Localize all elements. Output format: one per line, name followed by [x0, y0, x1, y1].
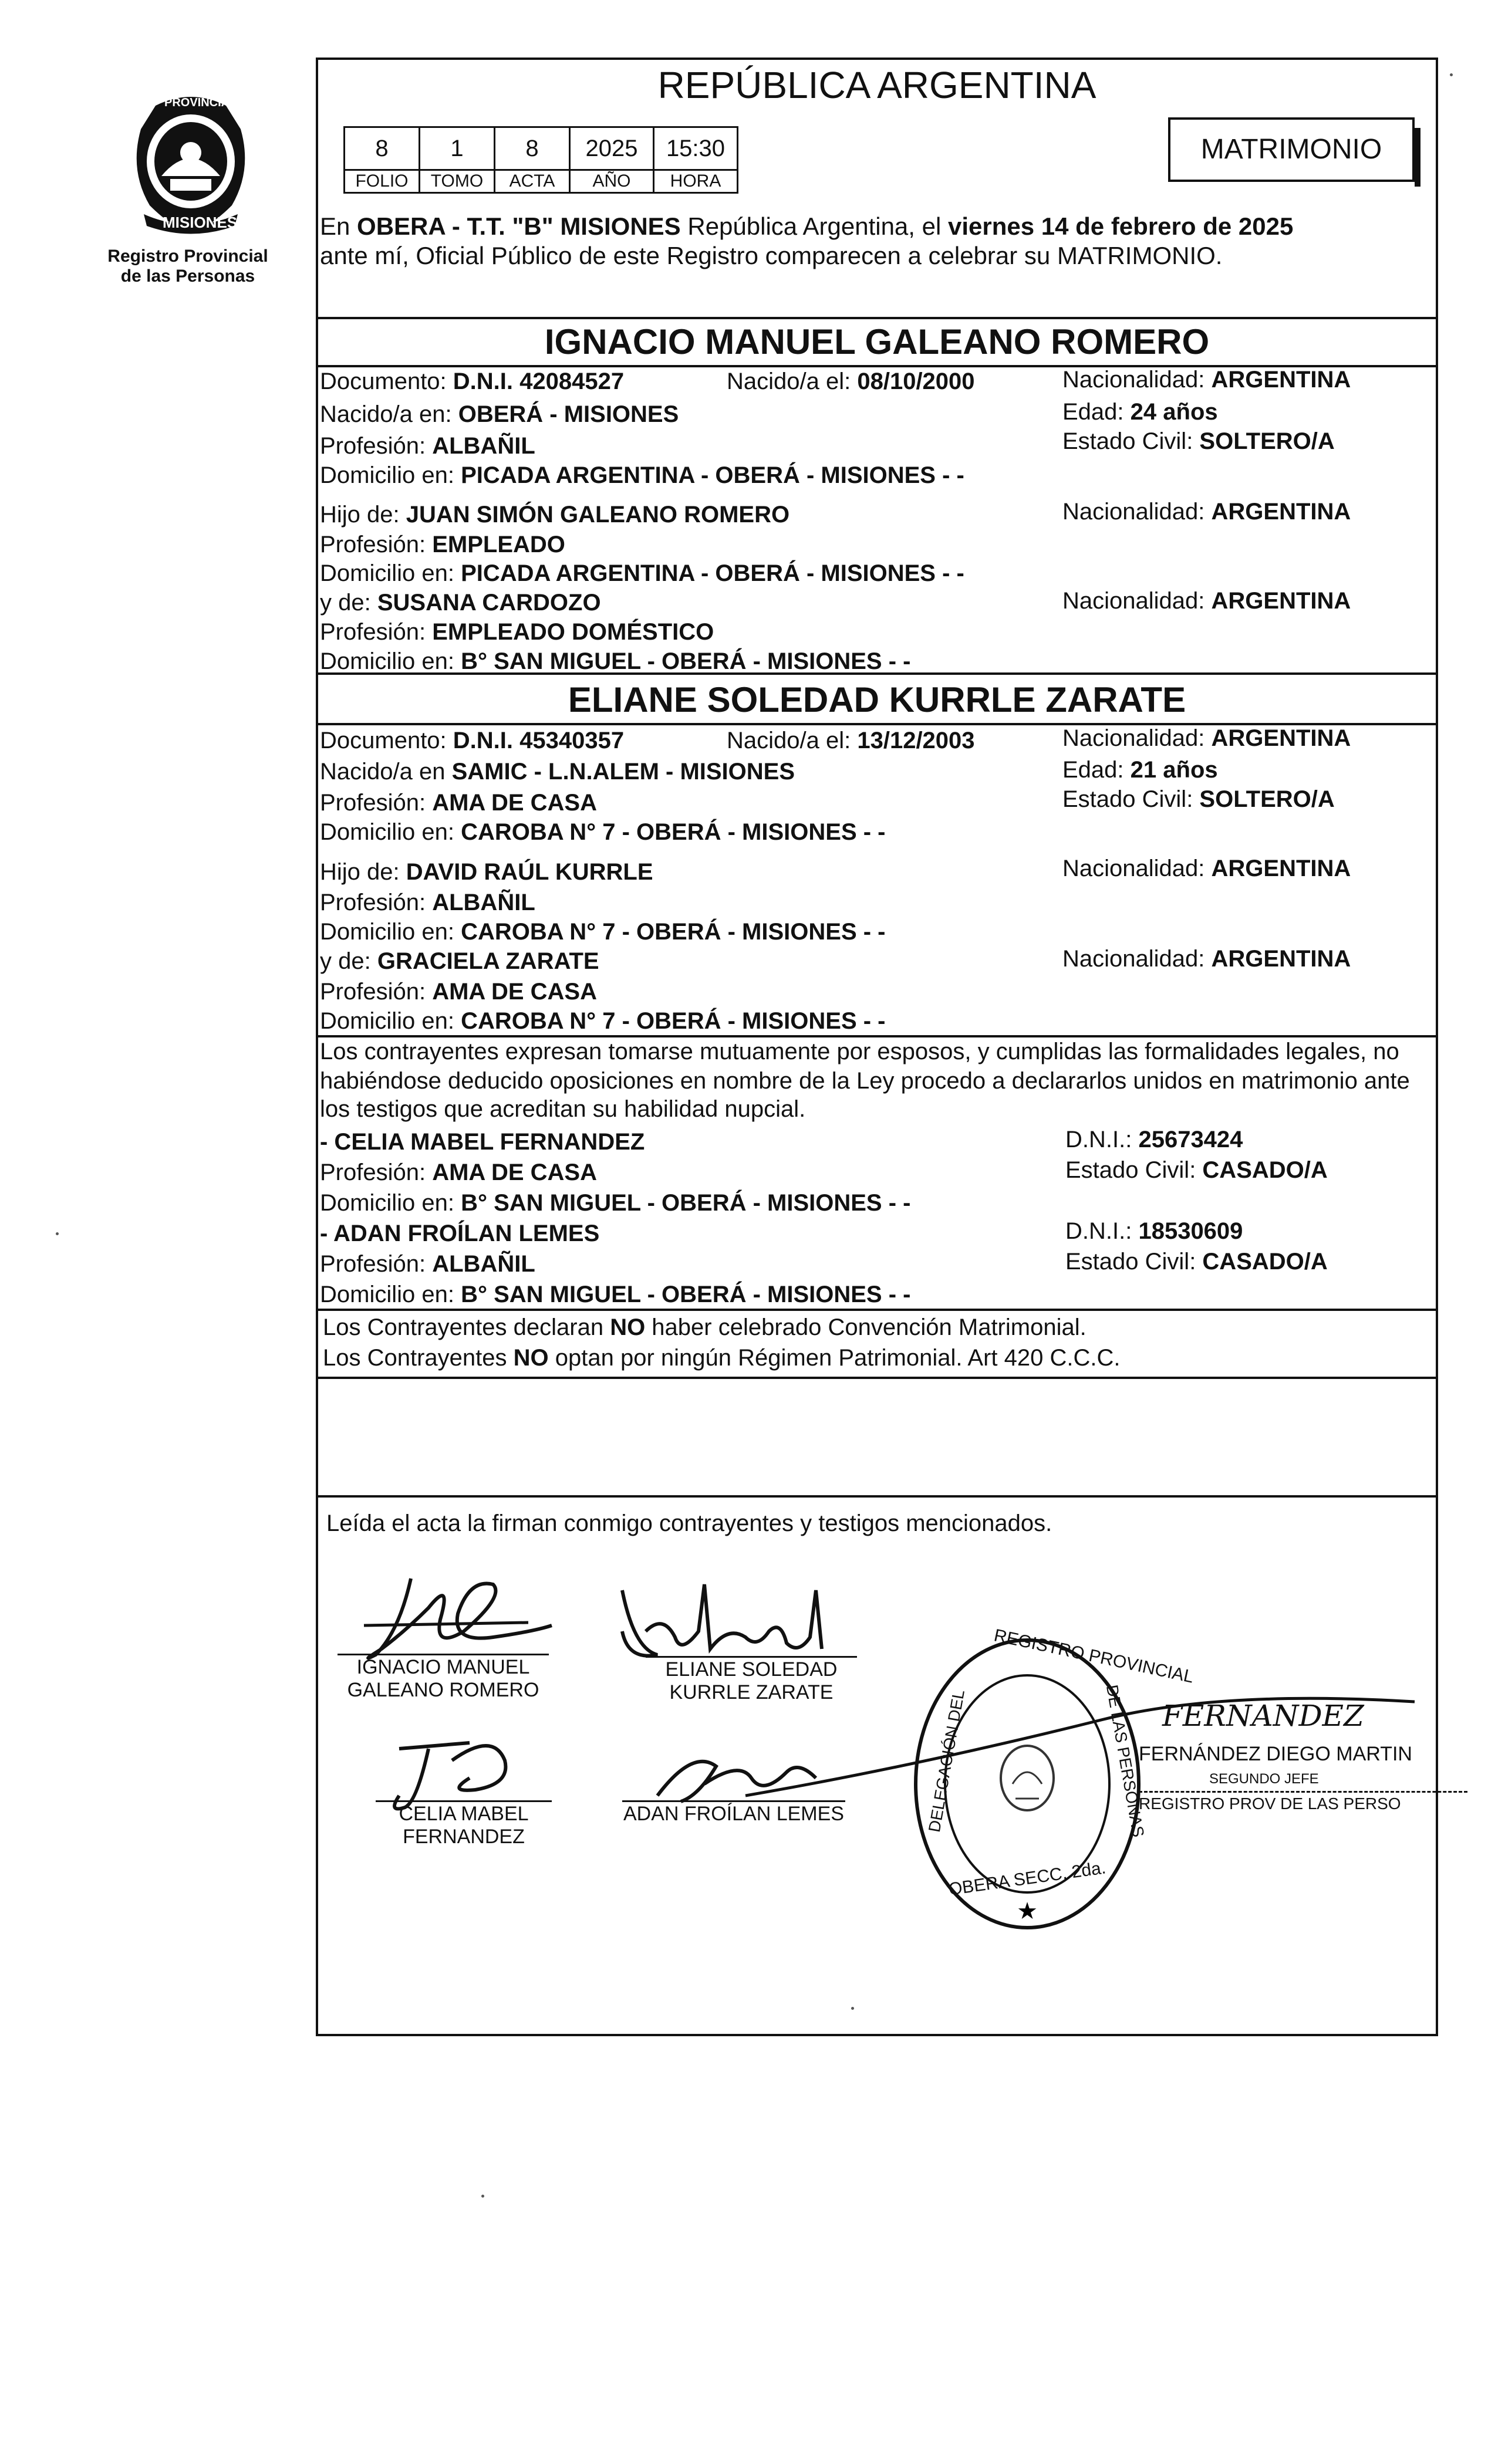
groom-document: Documento: D.N.I. 42084527: [320, 369, 625, 394]
intro-mid: República Argentina, el: [680, 212, 948, 240]
year-label: AÑO: [570, 170, 654, 193]
tomo-label: TOMO: [420, 170, 495, 193]
logo-text-top: PROVINCIA DE: [164, 96, 249, 109]
groom-signature-caption: IGNACIO MANUEL GALEANO ROMERO: [347, 1656, 539, 1701]
stamp-bottom-text: OBERA SECC. 2da.: [947, 1858, 1108, 1899]
groom-nationality: Nacionalidad: ARGENTINA: [1062, 367, 1351, 393]
divider: [316, 317, 1438, 319]
groom-name: IGNACIO MANUEL GALEANO ROMERO: [544, 322, 1210, 361]
logo-caption: [100, 246, 276, 286]
divider: [316, 1309, 1438, 1311]
groom-mother: y de: SUSANA CARDOZO: [320, 590, 601, 616]
bride-mother-profession: Profesión: AMA DE CASA: [320, 979, 597, 1005]
tomo-value: 1: [420, 127, 495, 170]
bride-name: ELIANE SOLEDAD KURRLE ZARATE: [568, 680, 1186, 719]
bride-profession: Profesión: AMA DE CASA: [320, 790, 597, 816]
stamp-left-text: DELEGACIÓN DEL: [924, 1688, 969, 1834]
witness1-signature-line: [376, 1800, 552, 1802]
intro-line1: [320, 212, 1293, 241]
acta-value: 8: [495, 127, 570, 170]
speck: [481, 2195, 484, 2198]
stamp-right-text: DE LAS PERSONAS: [1102, 1683, 1148, 1839]
groom-signature-line: [338, 1654, 549, 1655]
hour-label: HORA: [654, 170, 738, 193]
witness1-civil-status: Estado Civil: CASADO/A: [1065, 1157, 1328, 1183]
bride-mother-nationality: Nacionalidad: ARGENTINA: [1062, 946, 1351, 972]
country-title: REPÚBLICA ARGENTINA: [657, 64, 1096, 106]
bride-document: Documento: D.N.I. 45340357: [320, 728, 625, 753]
bride-father-address: Domicilio en: CAROBA N° 7 - OBERÁ - MISIONES - -: [320, 919, 886, 945]
bride-civil-status: Estado Civil: SOLTERO/A: [1062, 786, 1335, 812]
bride-mother: y de: GRACIELA ZARATE: [320, 948, 599, 974]
registry-table: [343, 126, 738, 194]
folio-value: 8: [345, 127, 420, 170]
witness1-signature-caption: CELIA MABEL FERNANDEZ: [399, 1803, 529, 1848]
regime-line1: Los Contrayentes declaran NO haber celebrado Convención Matrimonial.: [323, 1314, 1087, 1340]
divider: [316, 1495, 1438, 1498]
official-signature-line: [1139, 1791, 1467, 1793]
hour-value: 15:30: [654, 127, 738, 170]
witness1-name: - CELIA MABEL FERNANDEZ: [320, 1129, 645, 1155]
intro-place: OBERA - T.T. "B" MISIONES: [357, 212, 681, 240]
bride-signature-line: [646, 1656, 857, 1658]
bride-address: Domicilio en: CAROBA N° 7 - OBERÁ - MISIONES - -: [320, 819, 886, 845]
official-registry: REGISTRO PROV DE LAS PERSO: [1139, 1794, 1401, 1813]
groom-father-address: Domicilio en: PICADA ARGENTINA - OBERÁ - MISIONES - -: [320, 560, 964, 586]
divider: [316, 1377, 1438, 1379]
intro-line2: ante mí, Oficial Público de este Registro comparecen a celebrar su MATRIMONIO.: [320, 242, 1223, 269]
year-value: 2025: [570, 127, 654, 170]
logo-caption-line2: de las Personas: [120, 266, 255, 286]
groom-age: Edad: 24 años: [1062, 399, 1218, 425]
official-title: SEGUNDO JEFE: [1209, 1771, 1319, 1787]
groom-mother-address: Domicilio en: B° SAN MIGUEL - OBERÁ - MISIONES - -: [320, 648, 911, 674]
witness2-address: Domicilio en: B° SAN MIGUEL - OBERÁ - MISIONES - -: [320, 1282, 911, 1307]
divider: [316, 1035, 1438, 1037]
groom-profession: Profesión: ALBAÑIL: [320, 433, 535, 459]
speck: [851, 2007, 854, 2010]
groom-father: Hijo de: JUAN SIMÓN GALEANO ROMERO: [320, 502, 790, 528]
folio-label: FOLIO: [345, 170, 420, 193]
acta-label: ACTA: [495, 170, 570, 193]
speck: [1450, 73, 1453, 76]
witness2-civil-status: Estado Civil: CASADO/A: [1065, 1249, 1328, 1275]
witness2-profession: Profesión: ALBAÑIL: [320, 1251, 535, 1277]
groom-father-nationality: Nacionalidad: ARGENTINA: [1062, 499, 1351, 525]
groom-mother-nationality: Nacionalidad: ARGENTINA: [1062, 588, 1351, 614]
groom-civil-status: Estado Civil: SOLTERO/A: [1062, 428, 1335, 454]
groom-birthdate: Nacido/a el: 08/10/2000: [727, 369, 975, 394]
bride-nationality: Nacionalidad: ARGENTINA: [1062, 725, 1351, 751]
bride-birthdate: Nacido/a el: 13/12/2003: [727, 728, 975, 753]
speck: [56, 1232, 59, 1235]
bride-father-profession: Profesión: ALBAÑIL: [320, 890, 535, 915]
svg-text:★: ★: [1017, 1898, 1038, 1925]
closing-statement: Leída el acta la firman conmigo contrayentes y testigos mencionados.: [326, 1510, 1052, 1536]
divider: [316, 672, 1438, 675]
groom-address: Domicilio en: PICADA ARGENTINA - OBERÁ - MISIONES - -: [320, 462, 964, 488]
bride-age: Edad: 21 años: [1062, 757, 1218, 783]
witness1-dni: D.N.I.: 25673424: [1065, 1127, 1243, 1152]
witness2-signature-caption: ADAN FROÍLAN LEMES: [623, 1803, 844, 1825]
groom-mother-profession: Profesión: EMPLEADO DOMÉSTICO: [320, 619, 714, 645]
regime-line2: Los Contrayentes NO optan por ningún Régimen Patrimonial. Art 420 C.C.C.: [323, 1345, 1121, 1371]
declaration-line2: habiéndose deducido oposiciones en nombre de la Ley procedo a declararlos unidos en matrimonio ante: [320, 1068, 1410, 1094]
groom-birthplace: Nacido/a en: OBERÁ - MISIONES: [320, 401, 679, 427]
intro-date: viernes 14 de febrero de 2025: [947, 212, 1294, 240]
act-type-box: MATRIMONIO: [1168, 117, 1415, 182]
coat-of-arms-logo: [120, 88, 261, 235]
logo-caption-line1: Registro Provincial: [107, 246, 268, 266]
bride-birthplace: Nacido/a en SAMIC - L.N.ALEM - MISIONES: [320, 759, 795, 785]
stamp-top-text: REGISTRO PROVINCIAL: [992, 1625, 1196, 1687]
declaration-line1: Los contrayentes expresan tomarse mutuamente por esposos, y cumplidas las formalidades legales, no: [320, 1039, 1399, 1064]
bride-father-nationality: Nacionalidad: ARGENTINA: [1062, 856, 1351, 881]
official-handwritten-name: FERNANDEZ: [1162, 1699, 1364, 1733]
bride-father: Hijo de: DAVID RAÚL KURRLE: [320, 859, 653, 885]
logo-text-bottom: MISIONES: [163, 214, 238, 231]
witness1-address: Domicilio en: B° SAN MIGUEL - OBERÁ - MISIONES - -: [320, 1190, 911, 1216]
witness1-profession: Profesión: AMA DE CASA: [320, 1160, 597, 1185]
bride-signature-caption: ELIANE SOLEDAD KURRLE ZARATE: [665, 1658, 838, 1703]
intro-prefix: En: [320, 212, 357, 240]
official-name: FERNÁNDEZ DIEGO MARTIN: [1139, 1743, 1412, 1765]
witness2-dni: D.N.I.: 18530609: [1065, 1218, 1243, 1244]
witness2-name: - ADAN FROÍLAN LEMES: [320, 1221, 600, 1246]
bride-mother-address: Domicilio en: CAROBA N° 7 - OBERÁ - MISIONES - -: [320, 1008, 886, 1034]
bride-signature: [610, 1573, 857, 1667]
declaration-line3: los testigos que acreditan su habilidad nupcial.: [320, 1096, 806, 1122]
groom-father-profession: Profesión: EMPLEADO: [320, 532, 565, 557]
